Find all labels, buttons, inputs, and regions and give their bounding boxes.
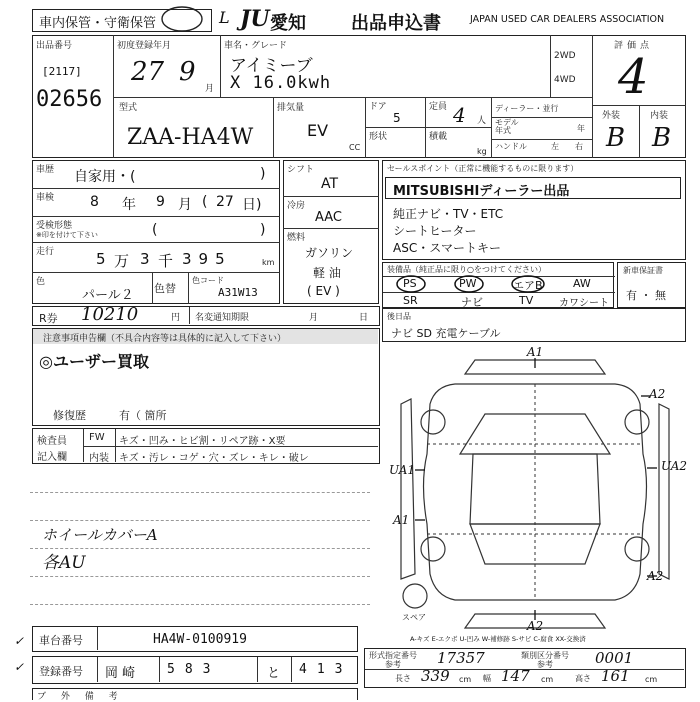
damage-mark: UA2 bbox=[661, 459, 688, 473]
checker-fw: FW bbox=[89, 432, 105, 443]
plate-area: 岡崎 bbox=[105, 666, 140, 681]
shape-label: 形状 bbox=[369, 132, 388, 142]
interior-score: B bbox=[652, 123, 672, 153]
warranty-box bbox=[617, 262, 686, 308]
lot-number: 02656 bbox=[36, 87, 103, 112]
inspection-month: 9 bbox=[156, 194, 165, 210]
shift-value: AT bbox=[321, 176, 339, 192]
divider bbox=[115, 429, 116, 462]
capacity-label: 定員 bbox=[429, 102, 448, 112]
model-cell bbox=[220, 35, 550, 97]
ac-value: AAC bbox=[315, 210, 342, 225]
equip-tv: TV bbox=[519, 294, 534, 307]
divider bbox=[152, 272, 153, 304]
bottom-cut-text: ブ 外 備 考 bbox=[37, 692, 124, 702]
notes-box bbox=[32, 328, 380, 426]
spec-ref-1: 参考 bbox=[385, 660, 401, 669]
shift-cell bbox=[283, 160, 379, 196]
fuel-cell bbox=[283, 228, 379, 304]
note-line bbox=[30, 576, 370, 577]
model-label: 車名・グレード bbox=[224, 41, 288, 51]
car-damage-diagram bbox=[385, 344, 690, 644]
note-line bbox=[30, 604, 370, 605]
spec-ref-2: 参考 bbox=[537, 660, 553, 669]
plate-class: 583 bbox=[167, 662, 221, 677]
bottom-cut-row bbox=[32, 688, 358, 700]
mileage-sen: 3 bbox=[140, 250, 150, 268]
mileage-row bbox=[32, 242, 280, 272]
type-value: ZAA-HA4W bbox=[127, 125, 254, 150]
inspection-year-unit: 年 bbox=[122, 197, 136, 213]
damage-mark: A1 bbox=[526, 345, 544, 359]
spec-cat-value: 0001 bbox=[595, 649, 634, 667]
registration-cell bbox=[113, 35, 220, 97]
load-cell bbox=[425, 127, 491, 158]
ac-cell bbox=[283, 196, 379, 228]
model-year-unit: 年 bbox=[577, 124, 585, 133]
sales-point-3: シートヒーター bbox=[393, 224, 477, 238]
chassis-box bbox=[32, 626, 358, 652]
doors-label: ドア bbox=[369, 102, 387, 112]
type-cell bbox=[113, 97, 273, 158]
registration-month-unit: 月 bbox=[205, 84, 215, 94]
divider bbox=[97, 627, 98, 650]
inspection-year: 8 bbox=[90, 194, 99, 210]
sales-points-label: セールスポイント（正常に機能するものに限ります） bbox=[387, 164, 579, 173]
ac-label: 冷房 bbox=[287, 201, 306, 211]
hand-note-1: ホイールカバーA bbox=[42, 526, 158, 544]
spec-length: 339 bbox=[421, 667, 450, 685]
plate-label: 登録番号 bbox=[39, 665, 83, 678]
drive-2wd: 2WD bbox=[554, 51, 576, 61]
spec-box bbox=[364, 648, 686, 688]
model-year-label: モデル年式 bbox=[495, 118, 519, 135]
spec-width: 147 bbox=[501, 667, 530, 685]
fuel-gasoline: ガソリン bbox=[305, 246, 354, 260]
inspection-month-unit: 月 bbox=[178, 197, 192, 213]
doors-value: 5 bbox=[393, 111, 401, 125]
drive-4wd: 4WD bbox=[554, 75, 576, 85]
spec-width-unit: cm bbox=[541, 675, 554, 684]
sales-points-box bbox=[382, 160, 686, 260]
attachments-box bbox=[382, 308, 686, 342]
recv-close: ) bbox=[260, 222, 266, 238]
recycle-value: 10210 bbox=[81, 304, 139, 325]
shape-cell bbox=[365, 127, 425, 158]
fuel-label: 燃料 bbox=[287, 233, 306, 243]
spec-cat-label: 類別区分番号 bbox=[521, 651, 569, 660]
equip-sr: SR bbox=[403, 294, 418, 307]
mileage-man: 5 bbox=[96, 250, 106, 268]
note-line bbox=[30, 492, 370, 493]
storage-note: 車内保管・守衛保管 bbox=[39, 16, 157, 31]
notes-value: ◎ユーザー買取 bbox=[39, 352, 149, 371]
displacement-value: EV bbox=[307, 121, 329, 140]
score-cell bbox=[592, 35, 686, 158]
recv-row bbox=[32, 216, 280, 242]
load-label: 積載 bbox=[429, 132, 448, 142]
inspection-label: 車検 bbox=[36, 193, 55, 203]
history-label: 車歴 bbox=[36, 165, 55, 175]
displacement-label: 排気量 bbox=[277, 103, 305, 113]
color-change-label: 色替 bbox=[154, 282, 176, 295]
spec-length-unit: cm bbox=[459, 675, 472, 684]
history-row bbox=[32, 160, 280, 188]
divider bbox=[491, 117, 592, 118]
spare-tire-icon bbox=[403, 584, 427, 608]
damage-mark: A1 bbox=[393, 513, 410, 527]
spec-height: 161 bbox=[601, 667, 630, 685]
load-unit: kg bbox=[477, 147, 487, 156]
notes-label: 注意事項申告欄（不具合内容等は具体的に記入して下さい） bbox=[43, 334, 287, 344]
type-label: 型式 bbox=[119, 103, 138, 113]
lot-cell bbox=[32, 35, 112, 158]
color-row bbox=[32, 272, 280, 304]
checker-interior-items: キズ・汚レ・コゲ・穴・ズレ・キレ・破レ bbox=[119, 453, 309, 464]
plate-number: 413 bbox=[299, 662, 353, 677]
fuel-diesel: 軽 油 bbox=[313, 266, 341, 280]
fuel-ev: ( EV ) bbox=[307, 284, 340, 298]
handle-left: 右 bbox=[575, 142, 583, 151]
divider bbox=[639, 105, 640, 158]
repair-history-label: 修復歴 bbox=[53, 409, 86, 422]
checker-label-1: 検査員 bbox=[37, 436, 67, 447]
sales-point-2: 純正ナビ・TV・ETC bbox=[393, 207, 504, 221]
form-title: 出品申込書 bbox=[351, 13, 441, 34]
recycle-label: R券 bbox=[39, 312, 58, 325]
checker-interior: 内装 bbox=[89, 453, 109, 464]
name-change-label: 名変通知期限 bbox=[195, 313, 250, 323]
lot-label: 出品番号 bbox=[36, 41, 73, 51]
name-change-day: 日 bbox=[359, 313, 369, 323]
exterior-label: 外装 bbox=[602, 111, 621, 121]
checker-box bbox=[32, 428, 380, 464]
check-mark: ✓ bbox=[14, 634, 25, 648]
spec-height-unit: cm bbox=[645, 675, 658, 684]
recv-label: 受検形態 bbox=[36, 221, 73, 231]
warranty-label: 新車保証書 bbox=[623, 266, 663, 275]
hand-note-2: 各AU bbox=[42, 553, 86, 573]
damage-mark: A2 bbox=[649, 387, 666, 401]
drive-cell bbox=[550, 35, 590, 97]
spec-cert-value: 17357 bbox=[437, 649, 485, 667]
interior-label: 内装 bbox=[650, 111, 669, 121]
model-grade: X 16.0kwh bbox=[230, 73, 332, 93]
spec-cert-label: 形式指定番号 bbox=[369, 651, 417, 660]
divider bbox=[189, 307, 190, 324]
chassis-value: HA4W-0100919 bbox=[153, 632, 247, 647]
equip-pw: PW bbox=[459, 277, 477, 290]
capacity-unit: 人 bbox=[477, 116, 487, 126]
damage-mark: A2 bbox=[647, 569, 664, 583]
inspection-day-close: 日) bbox=[242, 197, 262, 213]
mileage-sen-unit: 千 bbox=[158, 252, 174, 270]
registration-month: 9 bbox=[179, 57, 196, 87]
mileage-unit: km bbox=[262, 258, 275, 267]
divider bbox=[291, 657, 292, 682]
damage-legend: A-キズ E-エクボ U-凹み W-補修跡 S-サビ C-腐食 XX-交換済 bbox=[410, 635, 586, 643]
attachments-value: ナビ SD 充電ケーブル bbox=[391, 327, 501, 340]
name-change-month: 月 bbox=[309, 313, 319, 323]
history-value: 自家用・( bbox=[74, 169, 136, 185]
divider bbox=[97, 657, 98, 682]
divider bbox=[257, 657, 258, 682]
displacement-cell bbox=[273, 97, 365, 158]
exterior-score: B bbox=[606, 123, 626, 153]
checker-label-2: 記入欄 bbox=[37, 452, 67, 463]
doors-cell bbox=[365, 97, 425, 127]
divider bbox=[491, 139, 592, 140]
equip-navi: ナビ bbox=[461, 296, 483, 309]
lot-code: [2117] bbox=[42, 65, 82, 78]
chassis-label: 車台番号 bbox=[39, 634, 83, 647]
checker-fw-items: キズ・凹み・ヒビ割・リペア跡・X要 bbox=[119, 436, 286, 447]
model-name: アイミーブ bbox=[230, 56, 313, 76]
storage-circle-icon bbox=[160, 4, 210, 34]
damage-mark: A2 bbox=[526, 619, 544, 633]
mileage-man-unit: 万 bbox=[114, 252, 130, 270]
color-value: パール２ bbox=[82, 288, 134, 303]
warranty-value: 有 ・ 無 bbox=[626, 289, 666, 302]
color-code-label: 色コード bbox=[192, 276, 224, 285]
spec-height-label: 高さ bbox=[575, 674, 591, 683]
shift-label: シフト bbox=[287, 165, 315, 175]
association-name: JAPAN USED CAR DEALERS ASSOCIATION bbox=[470, 14, 665, 25]
spec-length-label: 長さ bbox=[395, 674, 411, 683]
equipment-box bbox=[382, 262, 614, 308]
capacity-cell bbox=[425, 97, 491, 127]
sales-point-4: ASC・スマートキー bbox=[393, 241, 501, 255]
inspection-day: 27 bbox=[216, 194, 234, 210]
equip-ps: PS bbox=[403, 277, 417, 290]
equip-circles-icon bbox=[383, 275, 615, 295]
color-code: A31W13 bbox=[218, 286, 258, 299]
equip-leather: カワシート bbox=[559, 298, 609, 309]
displacement-unit: CC bbox=[349, 143, 361, 152]
score-value: 4 bbox=[618, 49, 649, 105]
divider bbox=[159, 657, 160, 682]
brand-name: 愛知 bbox=[270, 13, 306, 34]
dealer-label: ディーラー・並行 bbox=[495, 104, 559, 113]
handle-label: ハンドル bbox=[495, 142, 527, 151]
equipment-label: 装備品（純正品に限り○をつけてください） bbox=[387, 265, 546, 274]
registration-year: 27 bbox=[131, 57, 165, 87]
equip-airbag: エアB bbox=[513, 279, 543, 292]
history-close: ) bbox=[260, 166, 266, 182]
attachments-label: 後日品 bbox=[387, 312, 411, 321]
inspection-day-open: ( bbox=[202, 194, 208, 210]
ju-logo: JU bbox=[240, 6, 270, 32]
note-line bbox=[30, 520, 370, 521]
sales-point-1: MITSUBISHIディーラー出品 bbox=[393, 184, 570, 199]
mileage-rest: 395 bbox=[182, 250, 232, 268]
plate-kana: と bbox=[267, 666, 281, 681]
spec-width-label: 幅 bbox=[483, 674, 491, 683]
spare-label: スペア bbox=[402, 613, 426, 622]
registration-label: 初度登録年月 bbox=[117, 41, 172, 51]
recycle-box bbox=[32, 306, 380, 326]
repair-history-value: 有（ 箇所 bbox=[119, 409, 167, 422]
damage-mark: UA1 bbox=[389, 463, 416, 477]
mileage-label: 走行 bbox=[36, 247, 55, 257]
color-label: 色 bbox=[36, 277, 46, 287]
check-mark: ✓ bbox=[14, 660, 25, 674]
divider bbox=[188, 272, 189, 304]
dealer-cell bbox=[491, 97, 592, 158]
score-label: 評価点 bbox=[614, 41, 654, 51]
handle-right: 左 bbox=[551, 142, 559, 151]
storage-mark: L bbox=[219, 8, 230, 27]
recv-open: ( bbox=[152, 222, 158, 238]
plate-box bbox=[32, 656, 358, 684]
inspection-row bbox=[32, 188, 280, 216]
recv-sublabel: ※印を付けて下さい bbox=[36, 231, 98, 239]
capacity-value: 4 bbox=[453, 103, 466, 127]
recycle-unit: 円 bbox=[171, 313, 181, 323]
equip-aw: AW bbox=[573, 277, 591, 290]
